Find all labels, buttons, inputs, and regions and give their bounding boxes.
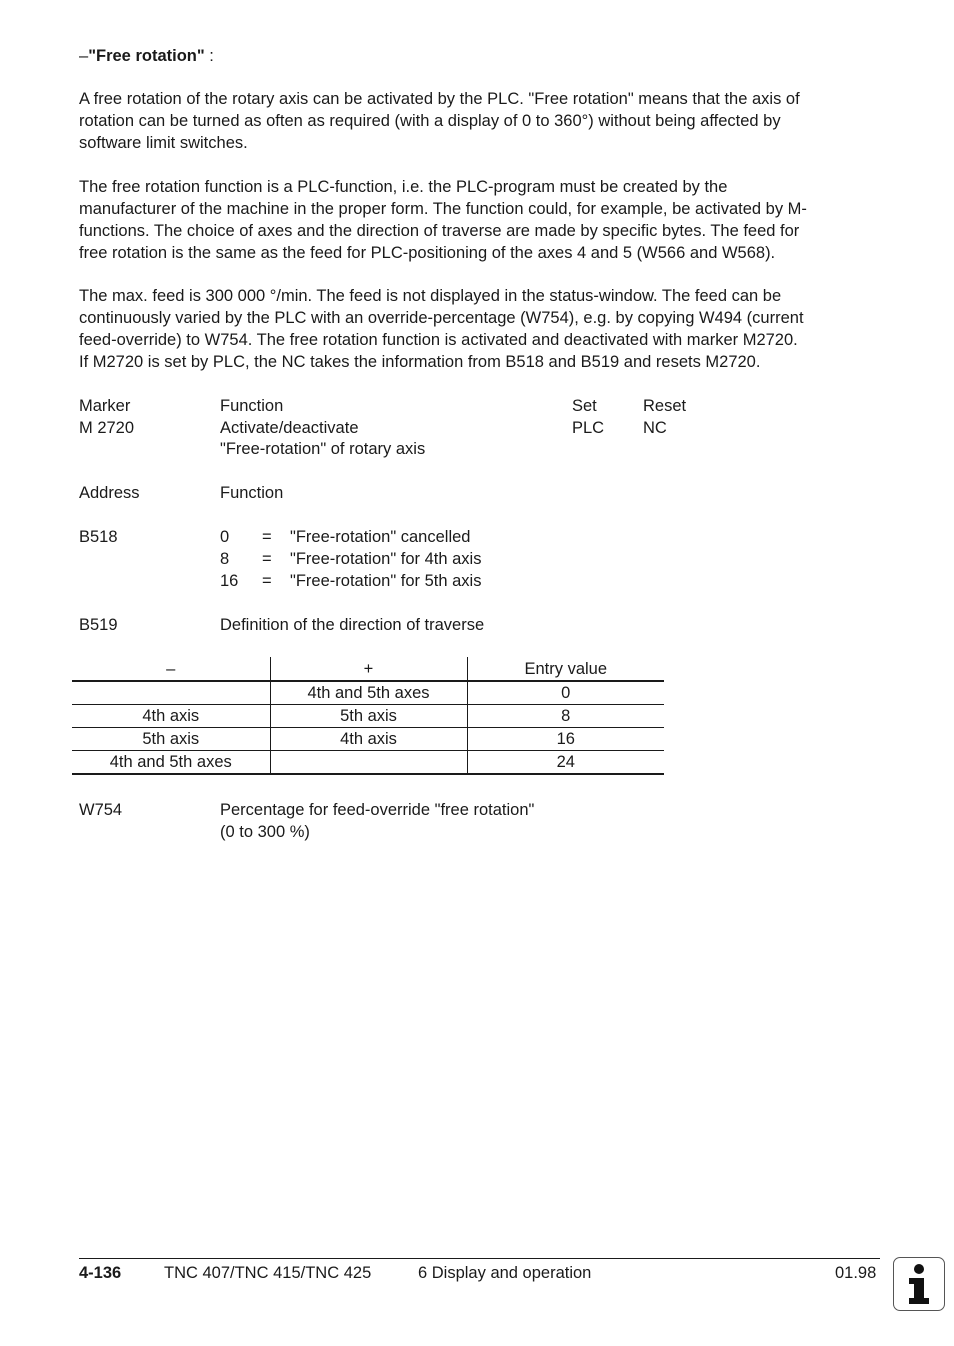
paragraph-line: A free rotation of the rotary axis can be activated by the PLC. "Free rotation" means that the axis of [79, 90, 800, 108]
info-icon-glyph [894, 1258, 944, 1310]
w754-text-line: (0 to 300 %) [220, 823, 310, 841]
footer-section: 6 Display and operation [418, 1264, 592, 1282]
paragraph-line: feed-override) to W754. The free rotation function is activated and deactivated with marker M2720. [79, 331, 798, 349]
direction-table [72, 657, 664, 775]
address-function-header: Function [220, 484, 284, 502]
table-cell: 24 [467, 751, 664, 775]
table-row [72, 751, 664, 775]
column-header-entry-value: Entry value [467, 657, 664, 681]
paragraph-line: free rotation is the same as the feed for PLC-positioning of the axes 4 and 5 (W566 and W568). [79, 244, 776, 262]
paragraph-1 [79, 88, 879, 154]
set-value: PLC [572, 419, 605, 437]
b519-text: Definition of the direction of traverse [220, 616, 485, 634]
paragraph-line: manufacturer of the machine in the proper form. The function could, for example, be activated by M- [79, 200, 807, 218]
set-header: Set [572, 397, 597, 415]
table-cell [72, 681, 270, 705]
address-header: Address [79, 484, 140, 502]
column-header-minus: – [166, 660, 176, 678]
page-number: 4-136 [79, 1264, 122, 1282]
paragraph-line: The max. feed is 300 000 °/min. The feed is not displayed in the status-window. The feed can be [79, 287, 782, 305]
table-cell: 5th axis [142, 730, 200, 748]
table-cell: 5th axis [270, 705, 467, 728]
b518-text: "Free-rotation" cancelled [290, 528, 471, 546]
info-icon[interactable] [893, 1257, 945, 1311]
b518-value: 8 [220, 550, 230, 568]
b518-equals: = [262, 550, 272, 568]
b518-text: "Free-rotation" for 5th axis [290, 572, 482, 590]
table-cell: 16 [467, 728, 664, 751]
table-row [72, 728, 664, 751]
w754-text-line: Percentage for feed-override "free rotation" [220, 801, 535, 819]
table-cell: 4th axis [270, 728, 467, 751]
paragraph-line: If M2720 is set by PLC, the NC takes the information from B518 and B519 and resets M2720. [79, 353, 761, 371]
heading-title: "Free rotation" [88, 47, 205, 65]
marker-function-line: Activate/deactivate [220, 419, 359, 437]
b519-address: B519 [79, 616, 118, 634]
b518-equals: = [262, 572, 272, 590]
footer-rule [79, 1258, 880, 1259]
paragraph-line: continuously varied by the PLC with an override-percentage (W754), e.g. by copying W494 (current [79, 309, 804, 327]
table-cell: 4th and 5th axes [109, 753, 232, 771]
reset-header: Reset [643, 397, 687, 415]
b518-equals: = [262, 528, 272, 546]
paragraph-line: functions. The choice of axes and the direction of traverse are made by specific bytes. The feed for [79, 222, 800, 240]
heading-colon: : [204, 47, 214, 65]
reset-value: NC [643, 419, 667, 437]
b518-value: 16 [220, 572, 239, 590]
table-header-row [72, 657, 664, 681]
paragraph-2 [79, 176, 879, 264]
marker-value: M 2720 [79, 419, 135, 437]
footer-model: TNC 407/TNC 415/TNC 425 [164, 1264, 372, 1282]
paragraph-line: The free rotation function is a PLC-function, i.e. the PLC-program must be created by the [79, 178, 728, 196]
section-heading [79, 45, 214, 67]
paragraph-line: software limit switches. [79, 134, 248, 152]
column-header-plus: + [270, 657, 467, 681]
table-cell: 4th axis [142, 707, 200, 725]
table-row [72, 705, 664, 728]
marker-header: Marker [79, 397, 131, 415]
table-cell: 4th and 5th axes [270, 681, 467, 705]
marker-function-line: "Free-rotation" of rotary axis [220, 440, 426, 458]
table-cell [270, 751, 467, 775]
heading-dash: – [79, 47, 89, 65]
b518-address: B518 [79, 528, 118, 546]
footer-date: 01.98 [835, 1264, 877, 1282]
table-cell: 0 [467, 681, 664, 705]
table-row [72, 681, 664, 705]
b518-text: "Free-rotation" for 4th axis [290, 550, 482, 568]
b518-value: 0 [220, 528, 230, 546]
function-header: Function [220, 397, 284, 415]
paragraph-line: rotation can be turned as often as required (with a display of 0 to 360°) without being affected by [79, 112, 781, 130]
paragraph-3 [79, 285, 879, 373]
table-cell: 8 [467, 705, 664, 728]
w754-address: W754 [79, 801, 123, 819]
